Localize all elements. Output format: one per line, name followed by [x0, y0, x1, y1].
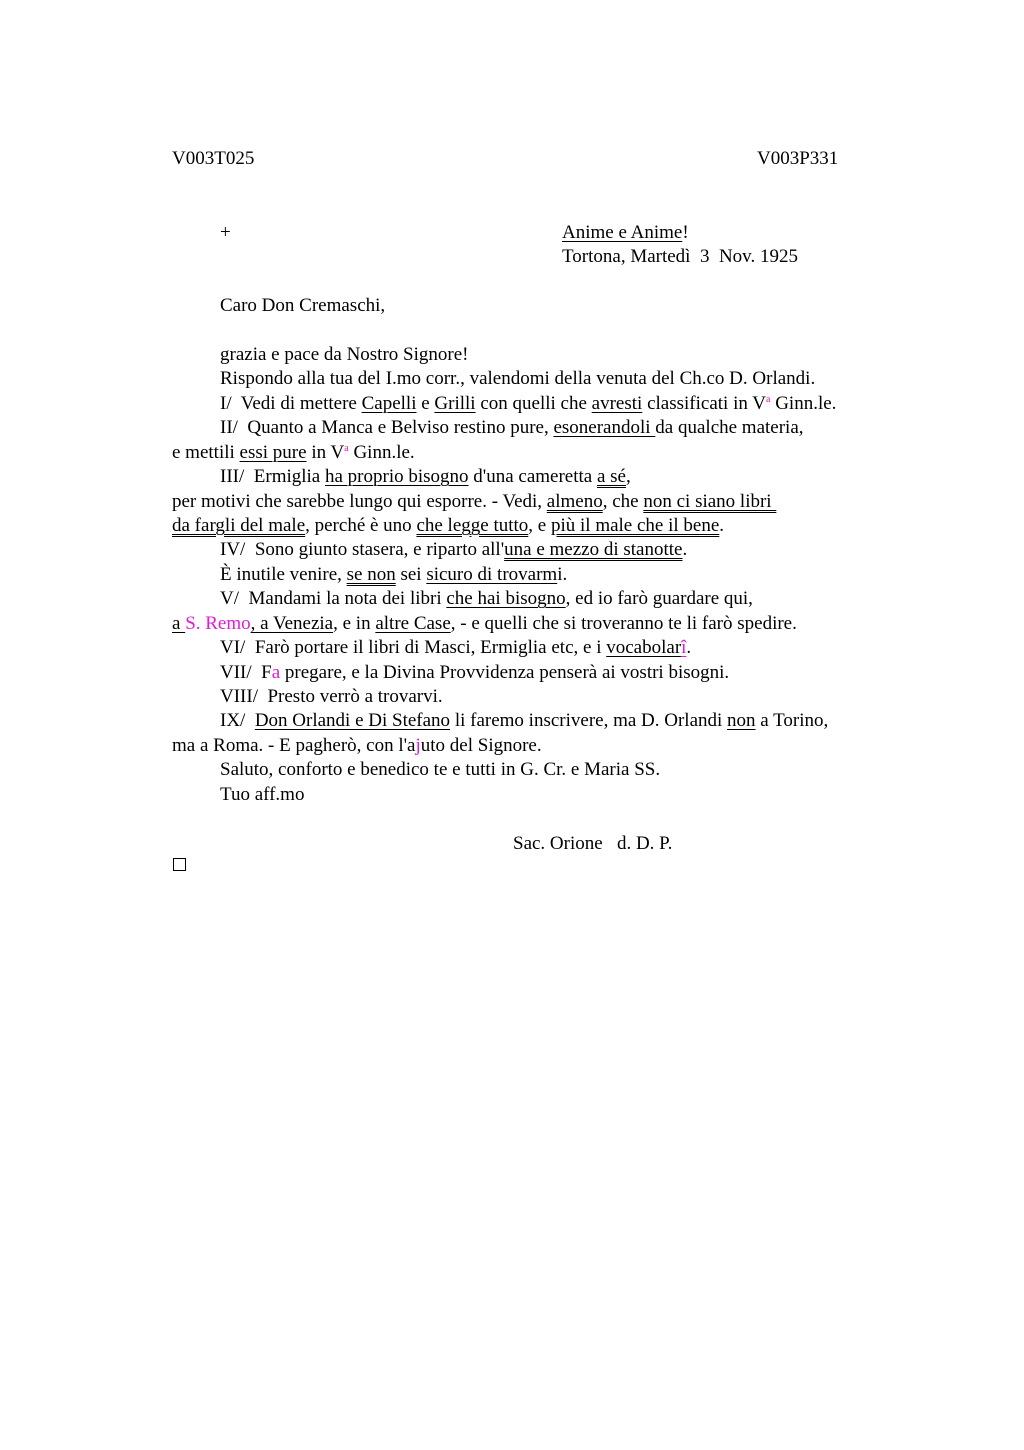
text-run: d'una cameretta	[468, 466, 597, 487]
motto-punct: !	[682, 222, 689, 243]
motto	[562, 221, 689, 245]
underlined-run: che hai bisogno	[446, 588, 566, 609]
text-run: ma a Roma. - E pagherò, con l'a	[172, 735, 416, 756]
text-run: .	[719, 515, 725, 536]
point-3	[220, 465, 631, 489]
underlined-run: non	[727, 710, 756, 731]
text-run: Ginn.le.	[770, 393, 837, 414]
point-5-cont	[172, 612, 797, 636]
superscript-a: a	[344, 443, 349, 454]
point-9	[220, 709, 828, 733]
superscript-a: a	[765, 394, 771, 405]
text-run: , e in	[333, 613, 376, 634]
double-underlined-run: una e mezzo di stanotte	[504, 539, 683, 560]
highlighted-run: î	[681, 637, 687, 658]
point-6	[220, 636, 691, 660]
text-run: IV/ Sono giunto stasera, e riparto all'	[220, 539, 505, 560]
underlined-run: , a Venezia	[250, 613, 334, 634]
text-run: , - e quelli che si troveranno te li farò spedire.	[450, 613, 797, 634]
underlined-run: avresti	[591, 393, 643, 414]
text-run: I/ Vedi di mettere	[220, 393, 362, 414]
text-run: in V	[306, 442, 345, 463]
point-4	[220, 538, 687, 562]
underlined-run: altre Case	[375, 613, 451, 634]
double-underlined-run: non ci siano libri	[643, 491, 777, 512]
underlined-run: ha proprio bisogno	[325, 466, 469, 487]
text-run: V/ Mandami la nota dei libri	[220, 588, 447, 609]
text-run: con quelli che	[475, 393, 592, 414]
header-right-code: V003P331	[757, 148, 839, 169]
text-run: pregare, e la Divina Provvidenza penserà ai vostri bisogni.	[280, 662, 730, 683]
text-run: Ginn.le.	[348, 442, 415, 463]
text-run: VII/ F	[220, 662, 272, 683]
underlined-run: a	[172, 613, 186, 634]
text-run: II/ Quanto a Manca e Belviso restino pure,	[220, 417, 554, 438]
highlighted-run: j	[415, 735, 421, 756]
point-2	[220, 416, 804, 440]
point-3-cont	[172, 490, 776, 514]
text-run: , perché è uno	[305, 515, 417, 536]
double-underlined-run: che legge tutto	[416, 515, 529, 536]
text-run: È inutile venire,	[220, 564, 347, 585]
underlined-run: esonerandoli	[553, 417, 656, 438]
closing-yours: Tuo aff.mo	[220, 784, 305, 805]
text-run: li faremo inscrivere, ma D. Orlandi	[450, 710, 728, 731]
text-run: classificati in V	[642, 393, 766, 414]
text-run: VI/ Farò portare il libri di Masci, Ermiglia etc, e i	[220, 637, 607, 658]
underlined-run: Don Orlandi e Di Stefano	[254, 710, 451, 731]
square-symbol	[173, 858, 186, 871]
point-4-cont	[220, 563, 567, 587]
point-2-cont	[172, 441, 415, 465]
double-underlined-run: almeno	[546, 491, 603, 512]
double-underlined-run: da fargli del male	[172, 515, 306, 536]
point-3-cont-2	[172, 514, 724, 538]
underlined-run: Grilli	[434, 393, 476, 414]
point-5	[220, 587, 753, 611]
text-run: .	[682, 539, 688, 560]
text-run: .	[686, 637, 692, 658]
point-7	[220, 661, 729, 685]
double-underlined-run: se non	[346, 564, 396, 585]
motto-text: Anime e Anime	[562, 222, 683, 243]
header-left-code: V003T025	[172, 148, 255, 169]
underlined-run: Capelli	[361, 393, 417, 414]
point-1	[220, 392, 836, 416]
text-run: per motivi che sarebbe lungo qui esporre. - Vedi,	[172, 491, 547, 512]
double-underlined-run: a sé	[596, 466, 626, 487]
point-9-cont	[172, 734, 542, 758]
text-run: i.	[557, 564, 568, 585]
text-run: , e	[528, 515, 551, 536]
date-line: Tortona, Martedì 3 Nov. 1925	[562, 246, 798, 267]
greeting: grazia e pace da Nostro Signore!	[220, 344, 469, 365]
double-underlined-run: più il male che il bene	[550, 515, 720, 536]
underlined-run: vocabolar	[606, 637, 682, 658]
text-run: e mettili	[172, 442, 240, 463]
text-run: ,	[626, 466, 631, 487]
text-run: , ed io farò guardare qui,	[565, 588, 753, 609]
highlighted-run: a	[271, 662, 281, 683]
point-8: VIII/ Presto verrò a trovarvi.	[220, 686, 443, 707]
underlined-run: essi pure	[239, 442, 307, 463]
signature: Sac. Orione d. D. P.	[513, 833, 673, 854]
highlighted-run: S. Remo	[185, 613, 251, 634]
intro-line: Rispondo alla tua del I.mo corr., valendomi della venuta del Ch.co D. Orlandi.	[220, 368, 816, 389]
text-run: a Torino,	[755, 710, 829, 731]
text-run: , che	[602, 491, 644, 512]
text-run: uto del Signore.	[420, 735, 542, 756]
text-run: e	[416, 393, 435, 414]
text-run: III/ Ermiglia	[220, 466, 325, 487]
cross-symbol: +	[220, 222, 231, 243]
text-run: IX/	[220, 710, 255, 731]
text-run: da qualche materia,	[655, 417, 804, 438]
text-run: sei	[395, 564, 427, 585]
closing-blessing: Saluto, conforto e benedico te e tutti in G. Cr. e Maria SS.	[220, 759, 661, 780]
salutation: Caro Don Cremaschi,	[220, 295, 386, 316]
underlined-run: sicuro di trovarm	[426, 564, 558, 585]
